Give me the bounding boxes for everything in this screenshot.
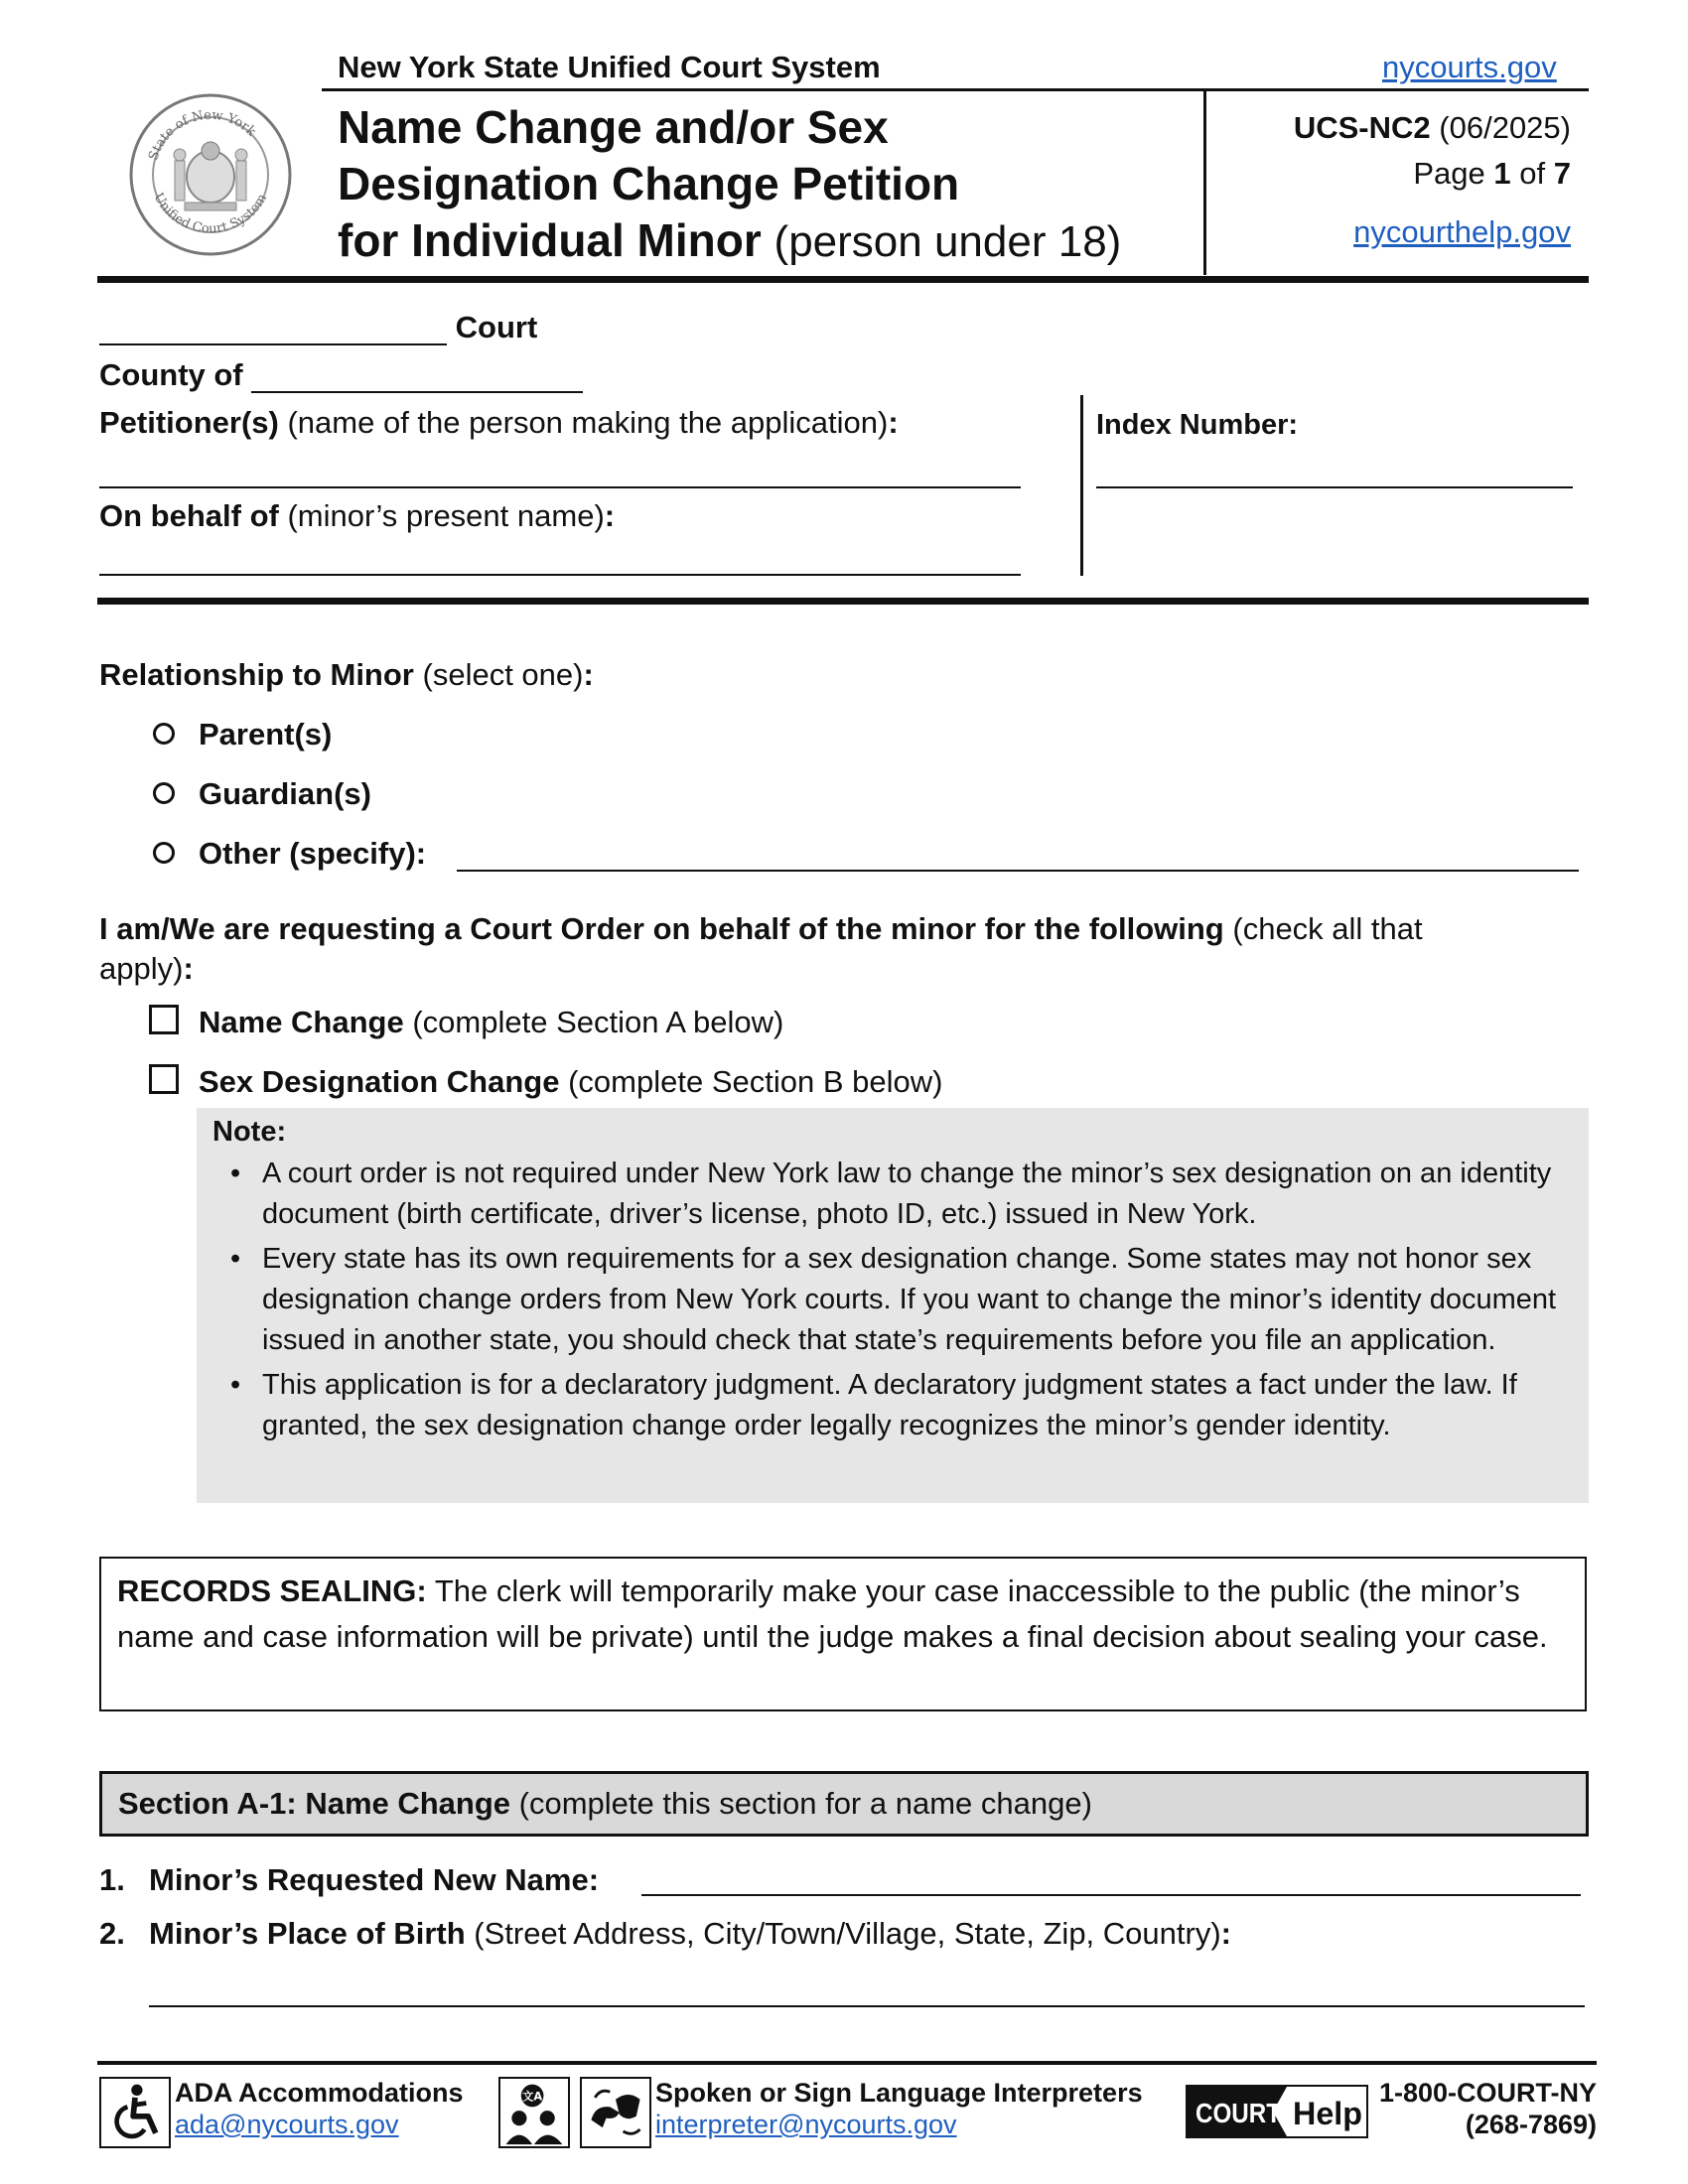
request-label-bold: I am/We are requesting a Court Order on behalf of the minor for the following xyxy=(99,911,1224,946)
interpreter-block xyxy=(655,2077,1143,2140)
phone-digits: (268-7869) xyxy=(1465,2110,1597,2139)
header-vertical-divider xyxy=(1203,88,1206,275)
requested-new-name-field[interactable] xyxy=(641,1894,1581,1896)
records-sealing-text: The clerk will temporarily make your case inaccessible to the public (the minor’s name and case information will be private) until the judge makes a final decision about sealing your case. xyxy=(117,1573,1548,1654)
petitioner-label xyxy=(99,405,899,441)
section-a1-header xyxy=(99,1771,1589,1837)
q2-colon: : xyxy=(1220,1916,1231,1951)
sex-designation-rest: (complete Section B below) xyxy=(568,1064,943,1099)
petitioner-label-rest: (name of the person making the application) xyxy=(287,405,889,440)
title-line-1: Name Change and/or Sex xyxy=(338,101,889,153)
ada-title: ADA Accommodations xyxy=(175,2078,464,2108)
note-item: • A court order is not required under New York law to change the minor’s sex designation on an identity document (birth certificate, driver’s license, photo ID, etc.) issued in New York. xyxy=(226,1154,1557,1235)
index-number-field[interactable] xyxy=(1096,486,1573,488)
ny-court-seal-icon xyxy=(127,91,294,258)
title-line-2: Designation Change Petition xyxy=(338,158,960,209)
title-line-3-bold: for Individual Minor xyxy=(338,214,762,266)
county-line xyxy=(99,357,583,393)
section-a1-subtitle: (complete this section for a name change) xyxy=(518,1786,1092,1821)
ada-block xyxy=(175,2077,464,2140)
relationship-label-rest: (select one) xyxy=(422,657,584,692)
request-colon: : xyxy=(183,951,194,986)
q1-number: 1. xyxy=(99,1862,125,1897)
request-label-rest-2: apply) xyxy=(99,951,184,986)
note-item: • This application is for a declaratory judgment. A declaratory judgment states a fact under the law. If granted, the sex designation change order legally recognizes the minor’s gender identity. xyxy=(226,1365,1557,1446)
svg-text:文A: 文A xyxy=(522,2089,543,2104)
page-number: 1 xyxy=(1493,156,1511,191)
sex-designation-checkbox[interactable] xyxy=(149,1064,179,1094)
q2-label-bold: Minor’s Place of Birth xyxy=(149,1916,466,1951)
interpreter-title: Spoken or Sign Language Interpreters xyxy=(655,2078,1143,2108)
svg-text:COURT: COURT xyxy=(1196,2098,1281,2128)
svg-text:Help: Help xyxy=(1293,2096,1362,2131)
petitioner-colon: : xyxy=(888,405,899,440)
records-sealing-box xyxy=(99,1557,1587,1711)
form-date: (06/2025) xyxy=(1439,110,1571,145)
place-of-birth-field[interactable] xyxy=(149,2005,1585,2007)
behalf-label-rest: (minor’s present name) xyxy=(287,498,605,533)
page-total: 7 xyxy=(1553,156,1571,191)
relationship-label-bold: Relationship to Minor xyxy=(99,657,414,692)
other-option-label: Other (specify): xyxy=(199,836,427,871)
behalf-label xyxy=(99,498,615,534)
petitioner-field[interactable] xyxy=(99,486,1021,488)
index-number-label: Index Number: xyxy=(1096,409,1299,441)
records-sealing-label: RECORDS SEALING: xyxy=(117,1573,427,1608)
parent-radio[interactable] xyxy=(153,723,175,745)
footer-rule xyxy=(97,2061,1597,2065)
q2-label-rest: (Street Address, City/Town/Village, State, Zip, Country) xyxy=(474,1916,1221,1951)
title-line-3-rest: (person under 18) xyxy=(774,217,1122,266)
name-change-checkbox[interactable] xyxy=(149,1005,179,1034)
behalf-colon: : xyxy=(604,498,616,533)
phone-number: 1-800-COURT-NY xyxy=(1378,2078,1597,2108)
nycourts-link[interactable]: nycourts.gov xyxy=(1382,50,1557,84)
svg-text:Unified Court System: Unified Court System xyxy=(150,191,271,237)
nycourthelp-link[interactable]: nycourthelp.gov xyxy=(1353,214,1571,249)
sex-designation-bold: Sex Designation Change xyxy=(199,1064,560,1099)
phone-block xyxy=(1379,2077,1597,2140)
county-label: County of xyxy=(99,357,243,392)
court-help-logo xyxy=(1186,2085,1368,2138)
language-interpreter-icon xyxy=(498,2077,570,2148)
note-list xyxy=(226,1154,1557,1450)
court-label: Court xyxy=(455,310,538,344)
minor-present-name-field[interactable] xyxy=(99,574,1021,576)
title-line-3 xyxy=(338,212,1192,270)
relationship-label xyxy=(99,657,594,693)
page-prefix: Page xyxy=(1413,156,1485,191)
form-code: UCS-NC2 xyxy=(1293,110,1431,145)
guardian-option-label: Guardian(s) xyxy=(199,776,371,811)
caption-bottom-rule xyxy=(97,598,1589,605)
parent-option-label: Parent(s) xyxy=(199,717,333,751)
other-radio[interactable] xyxy=(153,842,175,864)
q2-number: 2. xyxy=(99,1916,125,1951)
page-of: of xyxy=(1519,156,1546,191)
request-label xyxy=(99,909,1599,989)
sign-language-icon xyxy=(580,2077,651,2148)
interpreter-email-link[interactable]: interpreter@nycourts.gov xyxy=(655,2110,957,2139)
county-field[interactable] xyxy=(251,361,583,393)
name-change-option xyxy=(199,1005,783,1040)
accessibility-icon xyxy=(99,2077,171,2148)
request-label-rest-1: (check all that xyxy=(1232,911,1423,946)
guardian-radio[interactable] xyxy=(153,782,175,804)
header-bottom-rule xyxy=(97,276,1589,283)
form-title xyxy=(338,99,1192,270)
svg-text:State of New York: State of New York xyxy=(146,107,259,163)
ada-email-link[interactable]: ada@nycourts.gov xyxy=(175,2110,399,2139)
name-change-bold: Name Change xyxy=(199,1005,404,1039)
petitioner-label-bold: Petitioner(s) xyxy=(99,405,279,440)
court-name-field[interactable] xyxy=(99,314,447,345)
name-change-rest: (complete Section A below) xyxy=(412,1005,784,1039)
form-id xyxy=(1294,105,1571,151)
other-specify-field[interactable] xyxy=(457,870,1579,872)
behalf-label-bold: On behalf of xyxy=(99,498,279,533)
relationship-colon: : xyxy=(583,657,594,692)
sex-designation-option xyxy=(199,1064,942,1100)
note-title: Note: xyxy=(212,1116,287,1148)
q1-label xyxy=(149,1862,599,1898)
note-item: • Every state has its own requirements for a sex designation change. Some states may not honor sex designation change orders from New York courts. If you want to change the minor’s identity document issued in another state, you should check that state’s requirements before you file an application. xyxy=(226,1239,1557,1361)
court-line xyxy=(99,310,537,345)
q2-label xyxy=(149,1916,1231,1952)
caption-vertical-divider xyxy=(1080,395,1083,576)
org-name: New York State Unified Court System xyxy=(338,50,881,84)
header-divider xyxy=(322,88,1589,91)
section-a1-title: Section A-1: Name Change xyxy=(118,1786,511,1821)
q1-label-text: Minor’s Requested New Name: xyxy=(149,1862,600,1897)
page-indicator xyxy=(1294,151,1571,197)
form-id-block xyxy=(1294,105,1571,197)
